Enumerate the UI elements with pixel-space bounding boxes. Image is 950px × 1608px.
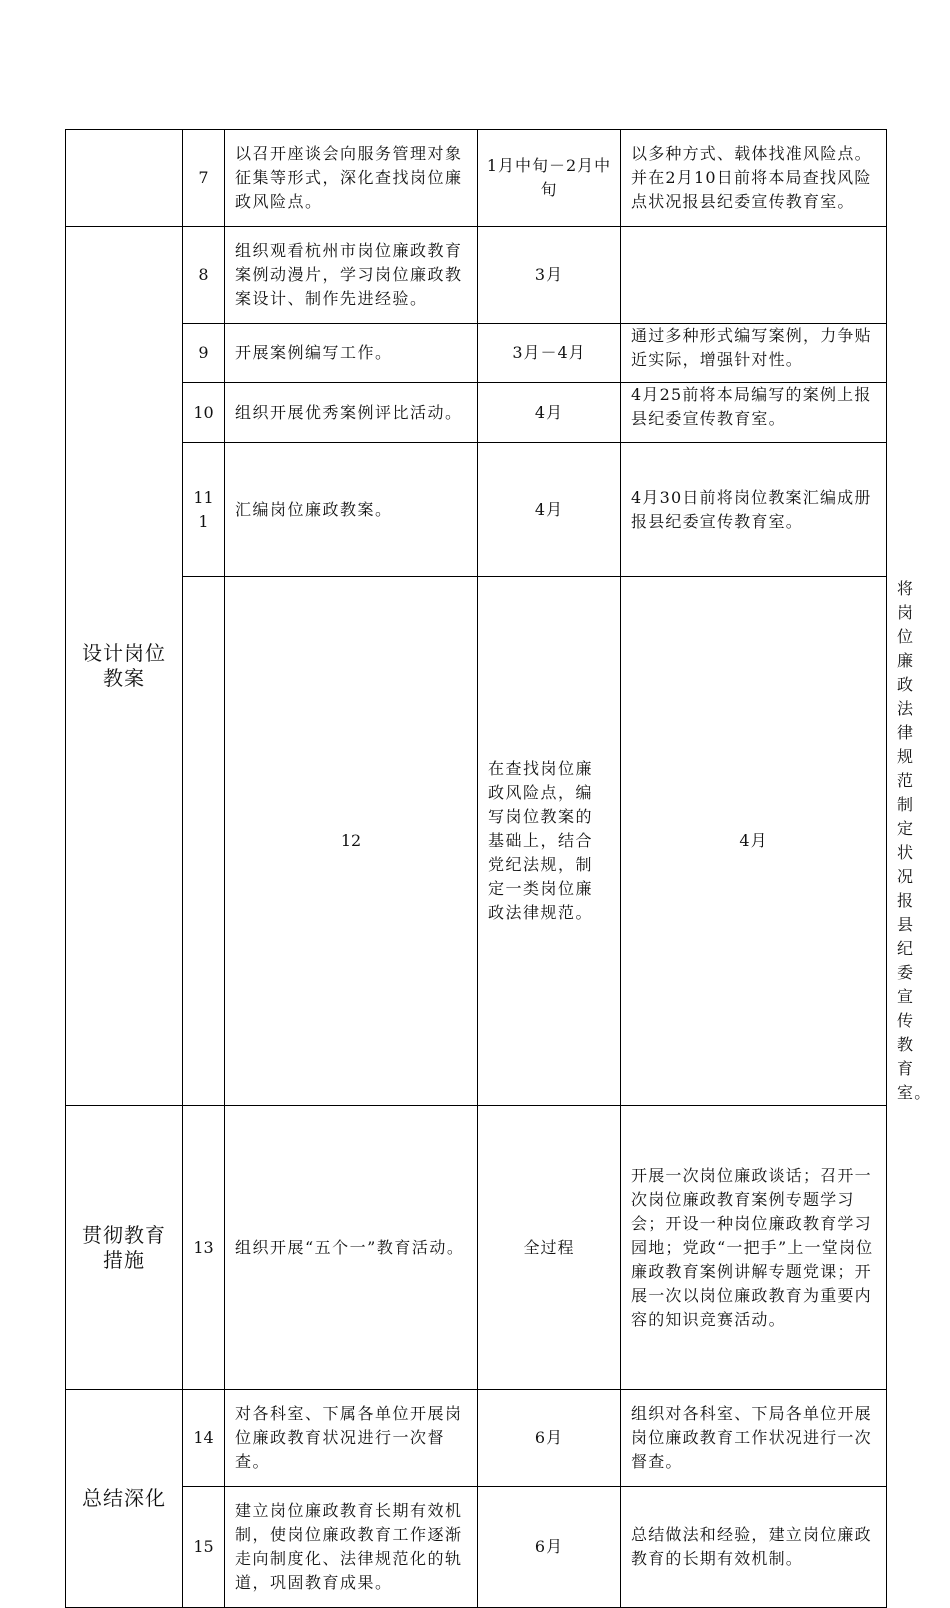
note-cell: 4月30日前将岗位教案汇编成册报县纪委宣传教育室。 <box>621 443 887 577</box>
table-row <box>66 1487 887 1608</box>
task-cell: 在查找岗位廉政风险点，编写岗位教案的基础上，结合党纪法规，制定一类岗位廉政法律规范。 <box>478 577 621 1106</box>
note-cell: 开展一次岗位廉政谈话；召开一次岗位廉政教育案例专题学习会；开设一种岗位廉政教育学习园地；党政“一把手”上一堂岗位廉政教育案例讲解专题党课；开展一次以岗位廉政教育为重要内容的知识竞赛活动。 <box>621 1106 887 1390</box>
task-cell: 以召开座谈会向服务管理对象征集等形式，深化查找岗位廉政风险点。 <box>225 130 478 227</box>
task-cell: 组织开展“五个一”教育活动。 <box>225 1106 478 1390</box>
note-cell: 组织对各科室、下局各单位开展岗位廉政教育工作状况进行一次督查。 <box>621 1390 887 1487</box>
time-cell: 4月 <box>621 577 887 1106</box>
row-number: 8 <box>183 227 225 324</box>
note-cell: 通过多种形式编写案例，力争贴近实际，增强针对性。 <box>621 324 887 383</box>
task-cell: 组织开展优秀案例评比活动。 <box>225 383 478 443</box>
time-cell: 6月 <box>478 1390 621 1487</box>
time-cell: 4月 <box>478 383 621 443</box>
row-number: 14 <box>183 1390 225 1487</box>
row-number: 13 <box>183 1106 225 1390</box>
table-row: 12 在查找岗位廉政风险点，编写岗位教案的基础上，结合党纪法规，制定一类岗位廉政法律规范。 4月 将岗位廉政法律规范制定状况报县纪委宣传教育室。 <box>66 577 887 1106</box>
phase-cell-empty <box>66 130 183 227</box>
note-cell: 以多种方式、载体找准风险点。并在2月10日前将本局查找风险点状况报县纪委宣传教育室。 <box>621 130 887 227</box>
table-row <box>66 1390 887 1487</box>
task-cell: 建立岗位廉政教育长期有效机制，使岗位廉政教育工作逐渐走向制度化、法律规范化的轨道，巩固教育成果。 <box>225 1487 478 1608</box>
table-row <box>66 324 887 383</box>
task-cell: 开展案例编写工作。 <box>225 324 478 383</box>
time-cell: 4月 <box>478 443 621 577</box>
time-cell: 3月 <box>478 227 621 324</box>
phase-cell-design-tail <box>183 577 225 1106</box>
phase-cell-summary: 总结深化 <box>66 1390 183 1608</box>
table-row <box>66 130 887 227</box>
row-number: 111 <box>183 443 225 577</box>
task-cell: 汇编岗位廉政教案。 <box>225 443 478 577</box>
row-number: 12 <box>225 577 478 1106</box>
time-cell: 6月 <box>478 1487 621 1608</box>
note-cell: 4月25前将本局编写的案例上报县纪委宣传教育室。 <box>621 383 887 443</box>
time-cell: 1月中旬－2月中旬 <box>478 130 621 227</box>
row-number: 7 <box>183 130 225 227</box>
task-cell: 组织观看杭州市岗位廉政教育案例动漫片，学习岗位廉政教案设计、制作先进经验。 <box>225 227 478 324</box>
table-row <box>66 443 887 577</box>
task-cell: 对各科室、下属各单位开展岗位廉政教育状况进行一次督查。 <box>225 1390 478 1487</box>
time-cell: 3月－4月 <box>478 324 621 383</box>
phase-cell-design: 设计岗位教案 <box>66 227 183 1106</box>
table-row <box>66 227 887 324</box>
row-number: 9 <box>183 324 225 383</box>
phase-cell-implement: 贯彻教育措施 <box>66 1106 183 1390</box>
table-row <box>66 383 887 443</box>
note-cell <box>621 227 887 324</box>
note-cell: 总结做法和经验，建立岗位廉政教育的长期有效机制。 <box>621 1487 887 1608</box>
row-number: 10 <box>183 383 225 443</box>
row-number: 15 <box>183 1487 225 1608</box>
work-plan-table <box>65 129 932 1608</box>
table-row <box>66 1106 887 1390</box>
time-cell: 全过程 <box>478 1106 621 1390</box>
